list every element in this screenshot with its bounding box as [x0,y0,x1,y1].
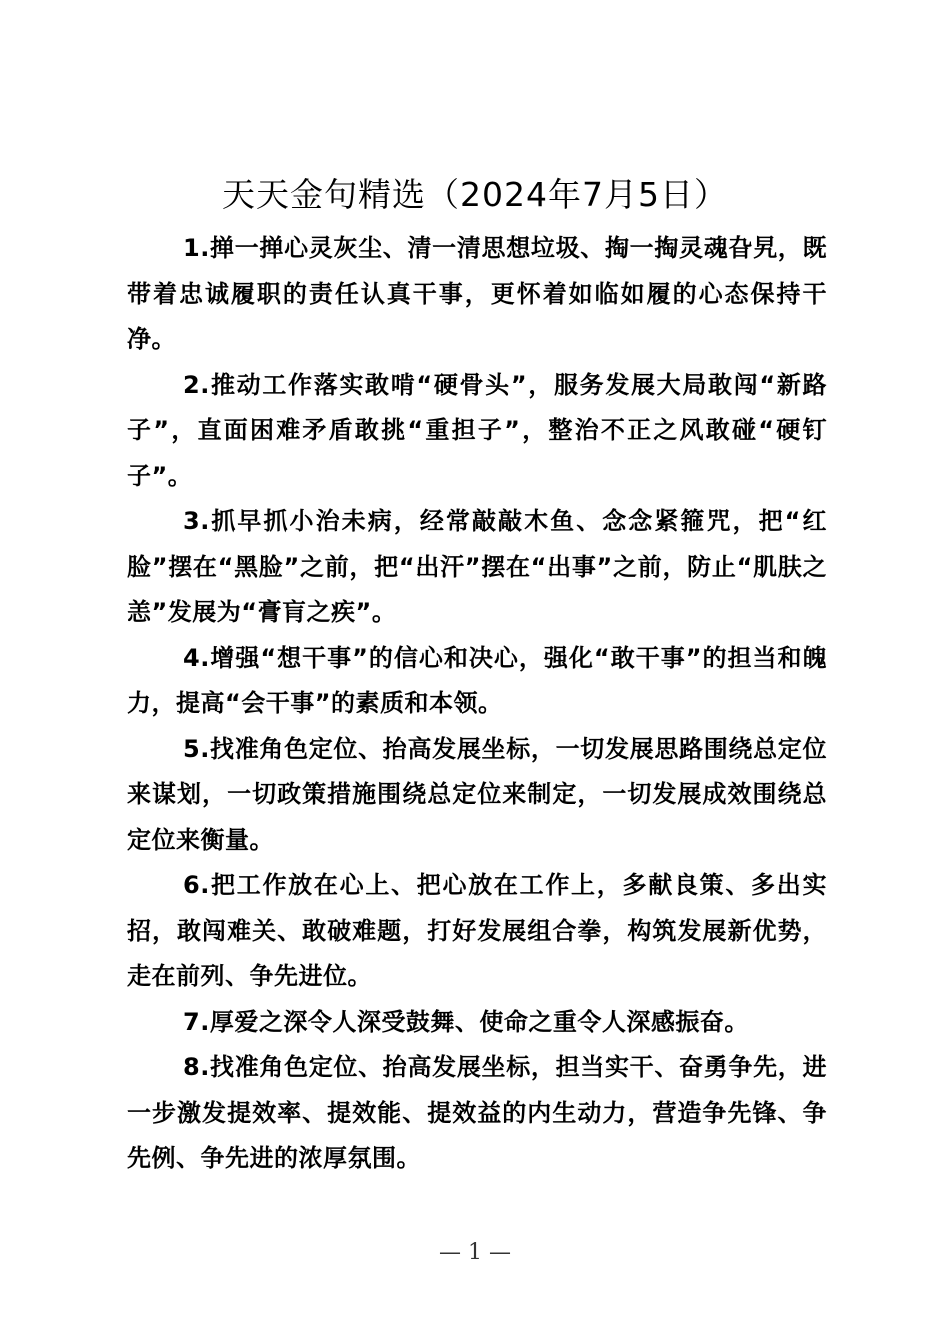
quote-paragraph-6: 6.把工作放在心上、把心放在工作上，多献良策、多出实招，敢闯难关、敢破难题，打好发展组合拳，构筑发展新优势，走在前列、争先进位。 [127,871,827,990]
document-body [127,226,827,1182]
document-title: 天天金句精选（2024年7月5日） [222,175,728,214]
quote-paragraph-8: 8.找准角色定位、抬高发展坐标，担当实干、奋勇争先，进一步激发提效率、提效能、提效益的内生动力，营造争先锋、争先例、争先进的浓厚氛围。 [127,1053,827,1172]
quote-paragraph-7: 7.厚爱之深令人深受鼓舞、使命之重令人深感振奋。 [183,1007,749,1036]
quote-paragraph-4: 4.增强“想干事”的信心和决心，强化“敢干事”的担当和魄力，提高“会干事”的素质和本领。 [127,643,827,717]
quote-paragraph-5: 5.找准角色定位、抬高发展坐标，一切发展思路围绕总定位来谋划，一切政策措施围绕总定位来制定，一切发展成效围绕总定位来衡量。 [127,734,827,854]
quote-paragraph-2: 2.推动工作落实敢啃“硬骨头”，服务发展大局敢闯“新路子”，直面困难矛盾敢挑“重担子”，整治不正之风敢碰“硬钉子”。 [127,370,827,490]
page-number: — 1 — [439,1240,511,1265]
quote-paragraph-3: 3.抓早抓小治未病，经常敲敲木鱼、念念紧箍咒，把“红脸”摆在“黑脸”之前，把“出汗”摆在“出事”之前，防止“肌肤之恙”发展为“膏肓之疾”。 [127,507,827,626]
quote-paragraph-1: 1.掸一掸心灵灰尘、清一清思想垃圾、掏一掏灵魂旮旯，既带着忠诚履职的责任认真干事，更怀着如临如履的心态保持干净。 [127,234,827,353]
